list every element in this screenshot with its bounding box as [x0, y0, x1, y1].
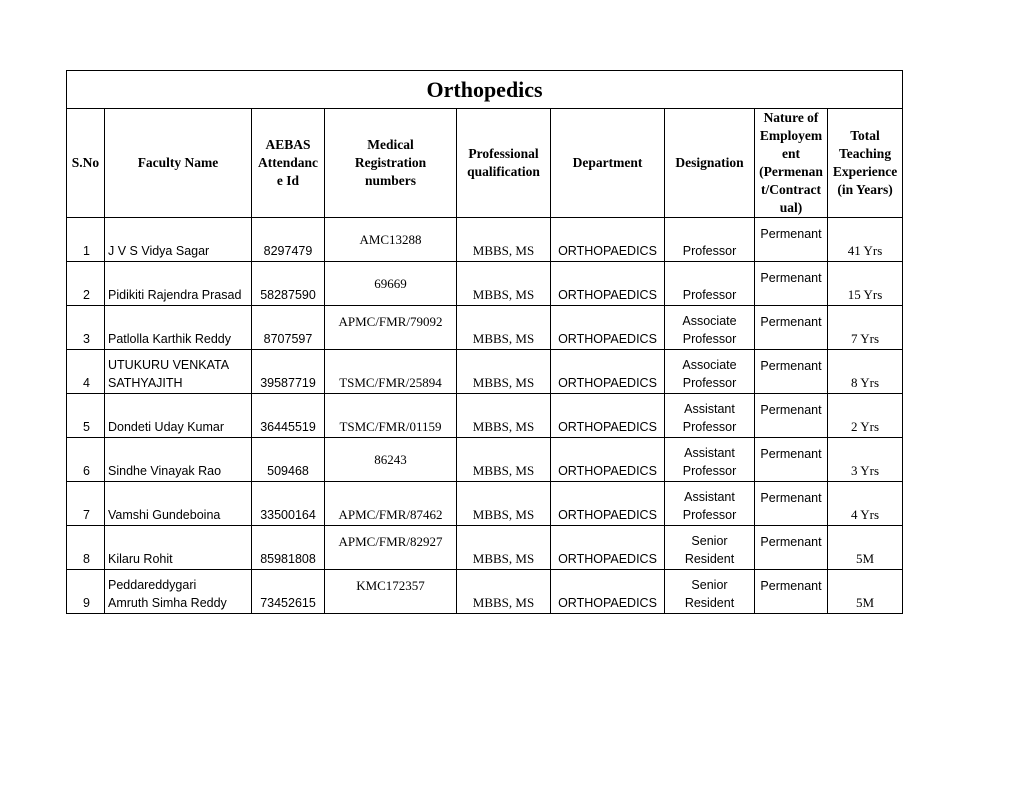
header-aebas-id: [252, 109, 325, 218]
designation-cell: [665, 218, 755, 262]
qualification-cell: MBBS, MS: [457, 438, 551, 482]
line: Amruth Simha Reddy: [108, 596, 227, 610]
header-nature-of-employment: [755, 109, 828, 218]
line: Teaching: [839, 146, 892, 161]
line: Professor: [682, 332, 737, 346]
line: AEBAS: [265, 137, 311, 152]
department-cell: ORTHOPAEDICS: [551, 262, 665, 306]
faculty-name-cell: [105, 218, 252, 262]
qualification-cell: MBBS, MS: [457, 570, 551, 614]
line: Professor: [682, 508, 737, 522]
table-row: [67, 394, 903, 438]
aebas-id-cell: 73452615: [252, 570, 325, 614]
registration-cell: APMC/FMR/82927: [325, 526, 457, 570]
table-row: [67, 526, 903, 570]
nature-cell: Permenant: [755, 262, 828, 306]
line: Senior: [691, 578, 728, 592]
line: (in Years): [837, 182, 893, 197]
table-row: [67, 482, 903, 526]
line: ual): [779, 200, 803, 215]
sno-cell: 2: [67, 262, 105, 306]
nature-cell: Permenant: [755, 438, 828, 482]
header-row: [67, 109, 903, 218]
faculty-table: [66, 70, 903, 614]
line: t/Contract: [761, 182, 821, 197]
faculty-name-cell: [105, 526, 252, 570]
faculty-name-cell: [105, 306, 252, 350]
table-row: [67, 218, 903, 262]
line: Medical: [367, 137, 414, 152]
aebas-id-cell: 509468: [252, 438, 325, 482]
line: Associate: [682, 358, 737, 372]
experience-cell: 15 Yrs: [828, 262, 903, 306]
table-row: [67, 570, 903, 614]
header-registration: [325, 109, 457, 218]
line: Employem: [759, 128, 823, 143]
nature-cell: Permenant: [755, 526, 828, 570]
faculty-name-cell: [105, 262, 252, 306]
registration-cell: KMC172357: [325, 570, 457, 614]
line: Assistant: [684, 402, 735, 416]
header-designation: Designation: [665, 109, 755, 218]
designation-cell: [665, 570, 755, 614]
designation-cell: [665, 306, 755, 350]
faculty-name-cell: [105, 350, 252, 394]
qualification-cell: MBBS, MS: [457, 526, 551, 570]
line: (Permenan: [759, 164, 823, 179]
experience-cell: 8 Yrs: [828, 350, 903, 394]
designation-cell: [665, 394, 755, 438]
aebas-id-cell: 58287590: [252, 262, 325, 306]
registration-cell: APMC/FMR/79092: [325, 306, 457, 350]
line: UTUKURU VENKATA: [108, 358, 230, 372]
line: Sindhe Vinayak Rao: [108, 464, 222, 478]
faculty-name-cell: [105, 394, 252, 438]
registration-cell: 86243: [325, 438, 457, 482]
experience-cell: 5M: [828, 570, 903, 614]
designation-cell: [665, 482, 755, 526]
line: Senior: [691, 534, 728, 548]
header-faculty-name: Faculty Name: [105, 109, 252, 218]
registration-cell: TSMC/FMR/01159: [325, 394, 457, 438]
qualification-cell: MBBS, MS: [457, 218, 551, 262]
sno-cell: 7: [67, 482, 105, 526]
header-qualification: [457, 109, 551, 218]
nature-cell: Permenant: [755, 306, 828, 350]
header-teaching-experience: [828, 109, 903, 218]
nature-cell: Permenant: [755, 394, 828, 438]
department-cell: ORTHOPAEDICS: [551, 394, 665, 438]
header-sno: S.No: [67, 109, 105, 218]
faculty-name-cell: [105, 570, 252, 614]
line: Assistant: [684, 490, 735, 504]
experience-cell: 3 Yrs: [828, 438, 903, 482]
line: Professional: [468, 146, 539, 161]
line: Vamshi Gundeboina: [108, 508, 221, 522]
line: Experience: [832, 164, 898, 179]
nature-cell: Permenant: [755, 218, 828, 262]
designation-cell: [665, 262, 755, 306]
line: J V S Vidya Sagar: [108, 244, 210, 258]
experience-cell: 7 Yrs: [828, 306, 903, 350]
line: Registration: [354, 155, 427, 170]
line: Attendanc: [258, 155, 318, 170]
designation-cell: [665, 350, 755, 394]
sno-cell: 4: [67, 350, 105, 394]
designation-cell: [665, 526, 755, 570]
department-cell: ORTHOPAEDICS: [551, 482, 665, 526]
aebas-id-cell: 85981808: [252, 526, 325, 570]
line: Patlolla Karthik Reddy: [108, 332, 231, 346]
table-row: [67, 350, 903, 394]
sno-cell: 9: [67, 570, 105, 614]
department-cell: ORTHOPAEDICS: [551, 438, 665, 482]
line: Professor: [682, 420, 737, 434]
faculty-name-cell: [105, 438, 252, 482]
aebas-id-cell: 39587719: [252, 350, 325, 394]
qualification-cell: MBBS, MS: [457, 482, 551, 526]
qualification-cell: MBBS, MS: [457, 306, 551, 350]
registration-cell: TSMC/FMR/25894: [325, 350, 457, 394]
line: ent: [782, 146, 800, 161]
qualification-cell: MBBS, MS: [457, 350, 551, 394]
table-row: [67, 262, 903, 306]
line: Professor: [682, 244, 737, 258]
experience-cell: 5M: [828, 526, 903, 570]
department-cell: ORTHOPAEDICS: [551, 570, 665, 614]
sno-cell: 1: [67, 218, 105, 262]
line: Resident: [684, 552, 735, 566]
experience-cell: 2 Yrs: [828, 394, 903, 438]
experience-cell: 41 Yrs: [828, 218, 903, 262]
registration-cell: 69669: [325, 262, 457, 306]
sno-cell: 3: [67, 306, 105, 350]
line: qualification: [467, 164, 540, 179]
line: Professor: [682, 464, 737, 478]
nature-cell: Permenant: [755, 570, 828, 614]
aebas-id-cell: 36445519: [252, 394, 325, 438]
sno-cell: 8: [67, 526, 105, 570]
nature-cell: Permenant: [755, 482, 828, 526]
line: Professor: [682, 288, 737, 302]
table-row: [67, 438, 903, 482]
sno-cell: 5: [67, 394, 105, 438]
line: numbers: [364, 173, 416, 188]
header-department: Department: [551, 109, 665, 218]
registration-cell: AMC13288: [325, 218, 457, 262]
line: Professor: [682, 376, 737, 390]
department-cell: ORTHOPAEDICS: [551, 306, 665, 350]
designation-cell: [665, 438, 755, 482]
aebas-id-cell: 8297479: [252, 218, 325, 262]
table-row: [67, 306, 903, 350]
department-cell: ORTHOPAEDICS: [551, 526, 665, 570]
experience-cell: 4 Yrs: [828, 482, 903, 526]
department-cell: ORTHOPAEDICS: [551, 350, 665, 394]
aebas-id-cell: 8707597: [252, 306, 325, 350]
line: Total: [850, 128, 880, 143]
line: SATHYAJITH: [108, 376, 183, 390]
nature-cell: Permenant: [755, 350, 828, 394]
sno-cell: 6: [67, 438, 105, 482]
line: Nature of: [763, 110, 819, 125]
faculty-name-cell: [105, 482, 252, 526]
qualification-cell: MBBS, MS: [457, 394, 551, 438]
line: Kilaru Rohit: [108, 552, 173, 566]
line: Peddareddygari: [108, 578, 197, 592]
line: Resident: [684, 596, 735, 610]
line: e Id: [276, 173, 300, 188]
line: Dondeti Uday Kumar: [108, 420, 225, 434]
registration-cell: APMC/FMR/87462: [325, 482, 457, 526]
line: Pidikiti Rajendra Prasad: [108, 288, 242, 302]
line: Assistant: [684, 446, 735, 460]
aebas-id-cell: 33500164: [252, 482, 325, 526]
qualification-cell: MBBS, MS: [457, 262, 551, 306]
table-title: Orthopedics: [67, 71, 903, 109]
department-cell: ORTHOPAEDICS: [551, 218, 665, 262]
line: Associate: [682, 314, 737, 328]
